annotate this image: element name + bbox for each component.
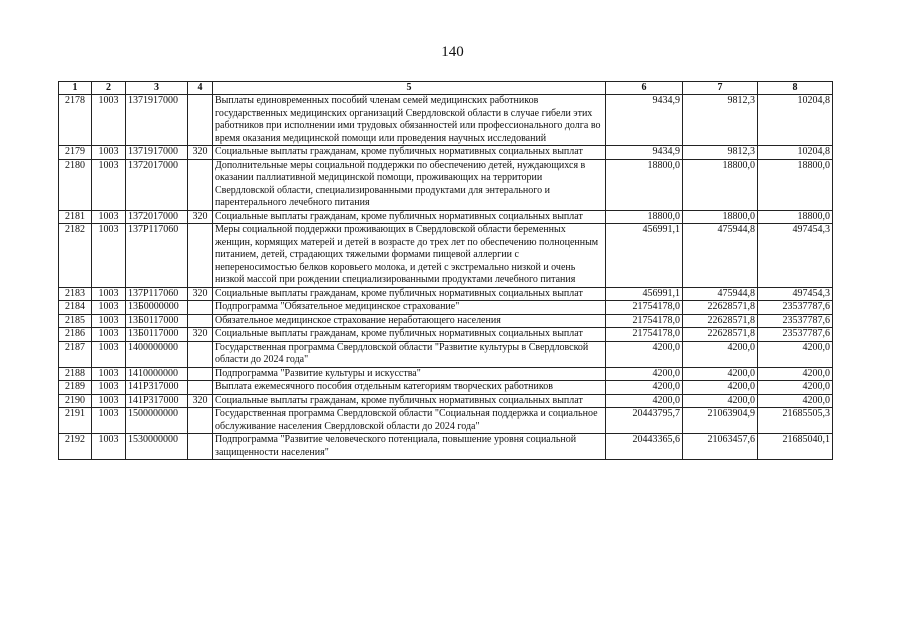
column-header: 5 bbox=[213, 82, 606, 95]
amount-year-3: 497454,3 bbox=[758, 224, 833, 288]
target-code: 137P117060 bbox=[126, 224, 188, 288]
column-header: 2 bbox=[92, 82, 126, 95]
row-number: 2183 bbox=[59, 287, 92, 301]
amount-year-2: 18800,0 bbox=[683, 159, 758, 210]
table-row bbox=[59, 210, 833, 224]
row-number: 2186 bbox=[59, 328, 92, 342]
expense-type: 320 bbox=[188, 394, 213, 408]
target-code: 1371917000 bbox=[126, 95, 188, 146]
amount-year-3: 21685505,3 bbox=[758, 408, 833, 434]
amount-year-1: 9434,9 bbox=[606, 146, 683, 160]
amount-year-1: 456991,1 bbox=[606, 287, 683, 301]
expense-type: 320 bbox=[188, 146, 213, 160]
table-row bbox=[59, 301, 833, 315]
amount-year-1: 21754178,0 bbox=[606, 314, 683, 328]
row-number: 2184 bbox=[59, 301, 92, 315]
amount-year-3: 4200,0 bbox=[758, 341, 833, 367]
table-row bbox=[59, 146, 833, 160]
table-header-row bbox=[59, 82, 833, 95]
section-code: 1003 bbox=[92, 287, 126, 301]
row-number: 2179 bbox=[59, 146, 92, 160]
target-code: 137P117060 bbox=[126, 287, 188, 301]
amount-year-3: 10204,8 bbox=[758, 146, 833, 160]
target-code: 1372017000 bbox=[126, 159, 188, 210]
amount-year-1: 9434,9 bbox=[606, 95, 683, 146]
table-row bbox=[59, 341, 833, 367]
table-row bbox=[59, 95, 833, 146]
target-code: 13Б0000000 bbox=[126, 301, 188, 315]
column-header: 7 bbox=[683, 82, 758, 95]
section-code: 1003 bbox=[92, 314, 126, 328]
column-header: 3 bbox=[126, 82, 188, 95]
amount-year-3: 23537787,6 bbox=[758, 328, 833, 342]
item-name: Государственная программа Свердловской области "Социальная поддержка и социальное обслуживание населения Свердловской области до 2024 года" bbox=[213, 408, 606, 434]
amount-year-1: 4200,0 bbox=[606, 367, 683, 381]
table-row bbox=[59, 314, 833, 328]
expense-type: 320 bbox=[188, 328, 213, 342]
target-code: 1400000000 bbox=[126, 341, 188, 367]
item-name: Дополнительные меры социальной поддержки по обеспечению детей, нуждающихся в оказании паллиативной медицинской помощи, проживающих на территории Свердловской области, специализированными продуктами для энтерального и парентерального лечебного питания bbox=[213, 159, 606, 210]
column-header: 8 bbox=[758, 82, 833, 95]
item-name: Подпрограмма "Развитие человеческого потенциала, повышение уровня социальной защищенности населения" bbox=[213, 434, 606, 460]
item-name: Обязательное медицинское страхование неработающего населения bbox=[213, 314, 606, 328]
item-name: Социальные выплаты гражданам, кроме публичных нормативных социальных выплат bbox=[213, 328, 606, 342]
amount-year-3: 18800,0 bbox=[758, 159, 833, 210]
expense-type: 320 bbox=[188, 287, 213, 301]
item-name: Выплаты единовременных пособий членам семей медицинских работников государственных медицинских организаций Свердловской области в случае гибели этих работников при исполнении ими трудовых обязанностей или профессионального долга во время оказания медицинской помощи или проведения научных исследований bbox=[213, 95, 606, 146]
expense-type bbox=[188, 341, 213, 367]
amount-year-2: 22628571,8 bbox=[683, 301, 758, 315]
amount-year-1: 4200,0 bbox=[606, 394, 683, 408]
amount-year-3: 23537787,6 bbox=[758, 301, 833, 315]
expense-type bbox=[188, 408, 213, 434]
item-name: Социальные выплаты гражданам, кроме публичных нормативных социальных выплат bbox=[213, 146, 606, 160]
amount-year-2: 9812,3 bbox=[683, 146, 758, 160]
target-code: 1372017000 bbox=[126, 210, 188, 224]
column-header: 6 bbox=[606, 82, 683, 95]
section-code: 1003 bbox=[92, 434, 126, 460]
amount-year-2: 475944,8 bbox=[683, 287, 758, 301]
amount-year-3: 4200,0 bbox=[758, 381, 833, 395]
table-row bbox=[59, 159, 833, 210]
amount-year-2: 21063904,9 bbox=[683, 408, 758, 434]
section-code: 1003 bbox=[92, 159, 126, 210]
table-row bbox=[59, 287, 833, 301]
budget-table bbox=[58, 81, 833, 460]
amount-year-3: 23537787,6 bbox=[758, 314, 833, 328]
item-name: Социальные выплаты гражданам, кроме публичных нормативных социальных выплат bbox=[213, 287, 606, 301]
target-code: 1371917000 bbox=[126, 146, 188, 160]
item-name: Меры социальной поддержки проживающих в Свердловской области беременных женщин, кормящих матерей и детей в возрасте до трех лет по обеспечению полноценным питанием, детей, страдающих тяжелыми формами пищевой аллергии с непереносимостью белков коровьего молока, и детей с экстремально низкой и очень низкой массой при рождении специализированными продуктами лечебного питания bbox=[213, 224, 606, 288]
section-code: 1003 bbox=[92, 146, 126, 160]
row-number: 2182 bbox=[59, 224, 92, 288]
expense-type bbox=[188, 434, 213, 460]
section-code: 1003 bbox=[92, 341, 126, 367]
expense-type bbox=[188, 159, 213, 210]
row-number: 2190 bbox=[59, 394, 92, 408]
amount-year-2: 4200,0 bbox=[683, 341, 758, 367]
column-header: 1 bbox=[59, 82, 92, 95]
row-number: 2185 bbox=[59, 314, 92, 328]
amount-year-2: 22628571,8 bbox=[683, 314, 758, 328]
expense-type bbox=[188, 381, 213, 395]
amount-year-2: 4200,0 bbox=[683, 394, 758, 408]
table-row bbox=[59, 434, 833, 460]
target-code: 141P317000 bbox=[126, 381, 188, 395]
section-code: 1003 bbox=[92, 394, 126, 408]
target-code: 1410000000 bbox=[126, 367, 188, 381]
amount-year-3: 497454,3 bbox=[758, 287, 833, 301]
row-number: 2188 bbox=[59, 367, 92, 381]
expense-type bbox=[188, 367, 213, 381]
row-number: 2187 bbox=[59, 341, 92, 367]
table-row bbox=[59, 328, 833, 342]
column-header: 4 bbox=[188, 82, 213, 95]
amount-year-3: 4200,0 bbox=[758, 367, 833, 381]
expense-type bbox=[188, 301, 213, 315]
amount-year-3: 4200,0 bbox=[758, 394, 833, 408]
amount-year-1: 20443365,6 bbox=[606, 434, 683, 460]
item-name: Социальные выплаты гражданам, кроме публичных нормативных социальных выплат bbox=[213, 210, 606, 224]
item-name: Социальные выплаты гражданам, кроме публичных нормативных социальных выплат bbox=[213, 394, 606, 408]
amount-year-2: 9812,3 bbox=[683, 95, 758, 146]
section-code: 1003 bbox=[92, 224, 126, 288]
expense-type bbox=[188, 314, 213, 328]
amount-year-2: 475944,8 bbox=[683, 224, 758, 288]
target-code: 141P317000 bbox=[126, 394, 188, 408]
section-code: 1003 bbox=[92, 210, 126, 224]
amount-year-1: 20443795,7 bbox=[606, 408, 683, 434]
row-number: 2178 bbox=[59, 95, 92, 146]
amount-year-1: 4200,0 bbox=[606, 341, 683, 367]
target-code: 1530000000 bbox=[126, 434, 188, 460]
row-number: 2181 bbox=[59, 210, 92, 224]
table-row bbox=[59, 367, 833, 381]
item-name: Государственная программа Свердловской области "Развитие культуры в Свердловской области до 2024 года" bbox=[213, 341, 606, 367]
amount-year-1: 4200,0 bbox=[606, 381, 683, 395]
amount-year-2: 21063457,6 bbox=[683, 434, 758, 460]
row-number: 2191 bbox=[59, 408, 92, 434]
section-code: 1003 bbox=[92, 367, 126, 381]
target-code: 1500000000 bbox=[126, 408, 188, 434]
amount-year-3: 10204,8 bbox=[758, 95, 833, 146]
target-code: 13Б0117000 bbox=[126, 314, 188, 328]
row-number: 2192 bbox=[59, 434, 92, 460]
item-name: Подпрограмма "Развитие культуры и искусства" bbox=[213, 367, 606, 381]
page-number: 140 bbox=[441, 44, 464, 60]
table-row bbox=[59, 381, 833, 395]
amount-year-1: 18800,0 bbox=[606, 159, 683, 210]
amount-year-1: 21754178,0 bbox=[606, 328, 683, 342]
section-code: 1003 bbox=[92, 95, 126, 146]
row-number: 2189 bbox=[59, 381, 92, 395]
amount-year-2: 22628571,8 bbox=[683, 328, 758, 342]
item-name: Выплата ежемесячного пособия отдельным категориям творческих работников bbox=[213, 381, 606, 395]
section-code: 1003 bbox=[92, 381, 126, 395]
section-code: 1003 bbox=[92, 328, 126, 342]
table-row bbox=[59, 224, 833, 288]
table-row bbox=[59, 394, 833, 408]
section-code: 1003 bbox=[92, 408, 126, 434]
amount-year-3: 18800,0 bbox=[758, 210, 833, 224]
amount-year-1: 18800,0 bbox=[606, 210, 683, 224]
amount-year-2: 18800,0 bbox=[683, 210, 758, 224]
section-code: 1003 bbox=[92, 301, 126, 315]
item-name: Подпрограмма "Обязательное медицинское страхование" bbox=[213, 301, 606, 315]
amount-year-2: 4200,0 bbox=[683, 367, 758, 381]
expense-type bbox=[188, 224, 213, 288]
amount-year-1: 21754178,0 bbox=[606, 301, 683, 315]
amount-year-1: 456991,1 bbox=[606, 224, 683, 288]
table-row bbox=[59, 408, 833, 434]
expense-type: 320 bbox=[188, 210, 213, 224]
expense-type bbox=[188, 95, 213, 146]
amount-year-2: 4200,0 bbox=[683, 381, 758, 395]
row-number: 2180 bbox=[59, 159, 92, 210]
amount-year-3: 21685040,1 bbox=[758, 434, 833, 460]
target-code: 13Б0117000 bbox=[126, 328, 188, 342]
